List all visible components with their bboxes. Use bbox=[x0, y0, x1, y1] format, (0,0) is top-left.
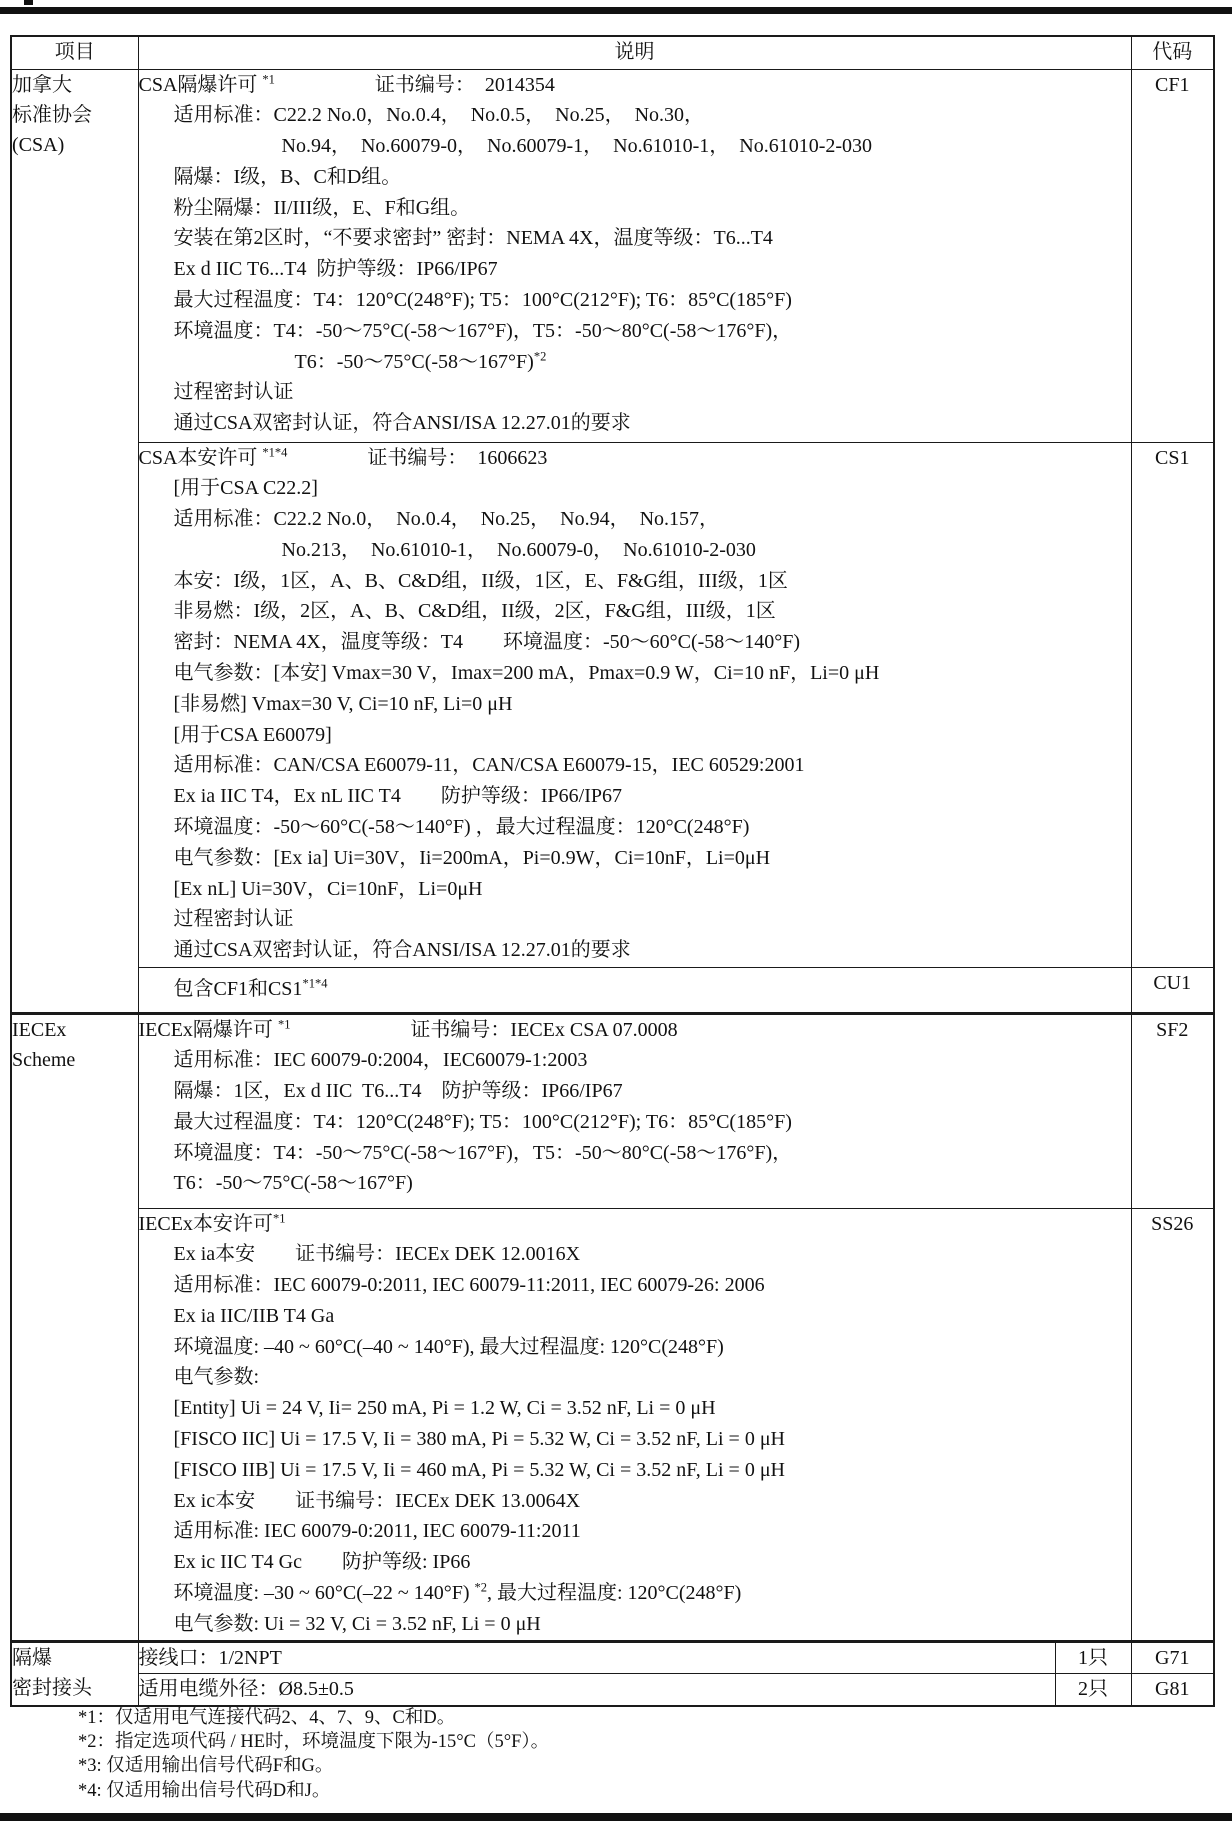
item-line: 密封接头 bbox=[12, 1676, 92, 1699]
footnote-marker: *1 bbox=[272, 1210, 286, 1225]
table-row bbox=[11, 1208, 1214, 1641]
footnote-line: *2：指定选项代码 / HE时，环境温度下限为-15°C（5°F）。 bbox=[78, 1732, 550, 1753]
description-cell bbox=[138, 967, 1131, 1013]
desc-line: 适用标准：IEC 60079-0:2004，IEC60079-1:2003 bbox=[173, 1049, 588, 1072]
desc-line: 隔爆：1区，Ex d IIC T6...T4 防护等级：IP66/IP67 bbox=[173, 1080, 623, 1103]
desc-line: No.213， No.61010-1， No.60079-0， No.61010-2-030 bbox=[281, 538, 756, 561]
item-line: 隔爆 bbox=[12, 1646, 52, 1669]
footnote-line: *1：仅适用电气连接代码2、4、7、9、C和D。 bbox=[78, 1708, 456, 1728]
desc-line: 电气参数：[Ex ia] Ui=30V，Ii=200mA，Pi=0.9W，Ci=10nF，Li=0μH bbox=[173, 846, 771, 869]
desc-line: [Ex nL] Ui=30V，Ci=10nF，Li=0μH bbox=[173, 877, 483, 900]
footnote-marker: *2 bbox=[474, 1580, 487, 1595]
desc-line: [Entity] Ui = 24 V, Ii= 250 mA, Pi = 1.2 W, Ci = 3.52 nF, Li = 0 μH bbox=[173, 1397, 716, 1420]
desc-line: Ex ic本安 证书编号：IECEx DEK 13.0064X bbox=[173, 1489, 581, 1512]
header-row bbox=[11, 36, 1214, 69]
code-cell: SS26 bbox=[1131, 1208, 1214, 1641]
desc-line: Ex ic IIC T4 Gc 防护等级: IP66 bbox=[173, 1551, 471, 1574]
code-cell: SF2 bbox=[1131, 1013, 1214, 1208]
desc-line: 密封：NEMA 4X，温度等级：T4 环境温度：-50～60°C(-58～140°F) bbox=[173, 631, 801, 654]
col-header-code: 代码 bbox=[1131, 36, 1214, 69]
item-cell bbox=[11, 1641, 138, 1706]
desc-line: 包含CF1和$CS1^{*1*4}$ bbox=[173, 976, 328, 1001]
item-cell bbox=[11, 69, 138, 1013]
desc-line: 电气参数: Ui = 32 V, Ci = 3.52 nF, Li = 0 μH bbox=[173, 1612, 541, 1635]
desc-line: [用于CSA E60079] bbox=[173, 723, 332, 746]
quantity-cell: 1只 bbox=[1055, 1643, 1131, 1674]
table-row bbox=[11, 442, 1214, 967]
desc-line: 适用标准：IEC 60079-0:2011, IEC 60079-11:2011, IEC 60079-26: 2006 bbox=[173, 1274, 765, 1297]
top-rule bbox=[0, 7, 1232, 14]
code-cell: CF1 bbox=[1131, 69, 1214, 442]
desc-line: 通过CSA双密封认证，符合ANSI/ISA 12.27.01的要求 bbox=[173, 412, 631, 435]
col-header-desc: 说明 bbox=[138, 36, 1131, 69]
description-cell bbox=[138, 1208, 1131, 1641]
desc-line: 电气参数: bbox=[173, 1366, 260, 1389]
bottom-rule bbox=[0, 1813, 1232, 1821]
description-cell bbox=[138, 1013, 1131, 1208]
table-row bbox=[11, 967, 1214, 1013]
description-cell bbox=[138, 1641, 1131, 1674]
item-line: (CSA) bbox=[12, 133, 65, 156]
col-header-item: 项目 bbox=[11, 36, 138, 69]
desc-line: 接线口：1/2NPT bbox=[138, 1646, 282, 1669]
desc-line: T6：-50～75°C(-58～167°F) bbox=[173, 1172, 413, 1195]
item-line: 标准协会 bbox=[12, 103, 92, 126]
footnote-line: *4: 仅适用输出信号代码D和J。 bbox=[78, 1780, 331, 1801]
desc-line: [非易燃] Vmax=30 V, Ci=10 nF, Li=0 μH bbox=[173, 692, 513, 715]
desc-line: 环境温度：-50～60°C(-58～140°F) ，最大过程温度：120°C(248°F) bbox=[173, 816, 750, 839]
item-line: IECEx bbox=[12, 1018, 67, 1041]
table-row bbox=[11, 69, 1214, 442]
desc-line: [FISCO IIC] Ui = 17.5 V, Ii = 380 mA, Pi = 5.32 W, Ci = 3.52 nF, Li = 0 μH bbox=[173, 1428, 786, 1451]
desc-line: 环境温度：T4：-50～75°C(-58～167°F)，T5：-50～80°C(-58～176°F)， bbox=[173, 1141, 793, 1164]
footnote-marker: *1*4 bbox=[262, 444, 288, 459]
footnote-marker: *2 bbox=[533, 349, 547, 364]
desc-line: 过程密封认证 bbox=[173, 381, 294, 404]
desc-line: 本安：I级，1区，A、B、C&D组，II级，1区，E、F&G组，III级，1区 bbox=[173, 569, 788, 592]
desc-line: 过程密封认证 bbox=[173, 908, 294, 931]
desc-line: 最大过程温度：T4：120°C(248°F); T5：100°C(212°F); T6：85°C(185°F) bbox=[173, 289, 792, 312]
item-line: 加拿大 bbox=[12, 73, 72, 96]
desc-line: Ex ia IIC T4，Ex nL IIC T4 防护等级：IP66/IP67 bbox=[173, 785, 622, 808]
item-cell bbox=[11, 1013, 138, 1641]
desc-line: 环境温度: –30 ~ 60°C(–22 ~ 140°F) $^{*2}$, 最大过程温度: 120°C(248°F) bbox=[173, 1580, 742, 1605]
desc-line: CSA本安许可 $^{*1*4}$ 证书编号： 1606623 bbox=[138, 444, 548, 469]
desc-line: 适用标准: IEC 60079-0:2011, IEC 60079-11:2011 bbox=[173, 1520, 581, 1543]
footnotes bbox=[78, 1706, 1178, 1803]
desc-line: 适用标准：CAN/CSA E60079-11，CAN/CSA E60079-15，IEC 60529:2001 bbox=[173, 754, 805, 777]
description-cell bbox=[138, 442, 1131, 967]
desc-line: T6：-50～75°C(-58～167°F)$^{*2}$ bbox=[294, 349, 547, 373]
desc-line: 隔爆：I级，B、C和D组。 bbox=[173, 165, 402, 188]
desc-line: [FISCO IIB] Ui = 17.5 V, Ii = 460 mA, Pi = 5.32 W, Ci = 3.52 nF, Li = 0 μH bbox=[173, 1458, 786, 1481]
desc-line: 环境温度：T4：-50～75°C(-58～167°F)，T5：-50～80°C(-58～176°F)， bbox=[173, 319, 793, 342]
description-cell bbox=[138, 69, 1131, 442]
table-row bbox=[11, 1641, 1214, 1674]
code-cell: CU1 bbox=[1131, 967, 1214, 1013]
desc-line: 安装在第2区时，“不要求密封” 密封：NEMA 4X，温度等级：T6...T4 bbox=[173, 227, 773, 250]
certification-table bbox=[10, 35, 1215, 1707]
desc-line: 适用标准：C22.2 No.0，No.0.4， No.0.5， No.25， No.30， bbox=[173, 104, 705, 127]
desc-line: 环境温度: –40 ~ 60°C(–40 ~ 140°F), 最大过程温度: 120°C(248°F) bbox=[173, 1335, 724, 1358]
code-cell: G81 bbox=[1131, 1674, 1214, 1706]
desc-line: 适用电缆外径：Ø8.5±0.5 bbox=[138, 1678, 354, 1701]
desc-line: 适用标准：C22.2 No.0， No.0.4， No.25， No.94， No.157， bbox=[173, 508, 720, 531]
desc-line: [用于CSA C22.2] bbox=[173, 477, 318, 500]
footnote-marker: *1 bbox=[262, 71, 275, 86]
footnote-marker: *1*4 bbox=[302, 976, 328, 991]
desc-line: CSA隔爆许可 $^{*1}$ 证书编号： 2014354 bbox=[138, 71, 555, 96]
desc-line: IECEx本安许可$^{*1}$ bbox=[138, 1210, 286, 1235]
desc-line: 电气参数：[本安] Vmax=30 V，Imax=200 mA，Pmax=0.9 W，Ci=10 nF，Li=0 μH bbox=[173, 662, 880, 685]
desc-line: 非易燃：I级，2区，A、B、C&D组，II级，2区，F&G组，III级，1区 bbox=[173, 600, 776, 623]
footnote-line: *3: 仅适用输出信号代码F和G。 bbox=[78, 1756, 334, 1777]
code-cell: G71 bbox=[1131, 1641, 1214, 1674]
desc-line: IECEx隔爆许可 $^{*1}$ 证书编号：IECEx CSA 07.0008 bbox=[138, 1016, 678, 1041]
desc-line: 最大过程温度：T4：120°C(248°F); T5：100°C(212°F); T6：85°C(185°F) bbox=[173, 1110, 792, 1133]
table-row bbox=[11, 1674, 1214, 1706]
table-row bbox=[11, 1013, 1214, 1208]
footnote-marker: *1 bbox=[277, 1016, 291, 1031]
code-cell: CS1 bbox=[1131, 442, 1214, 967]
desc-line: 通过CSA双密封认证，符合ANSI/ISA 12.27.01的要求 bbox=[173, 939, 631, 962]
desc-line: No.94， No.60079-0， No.60079-1， No.61010-1， No.61010-2-030 bbox=[281, 135, 873, 158]
quantity-cell: 2只 bbox=[1055, 1674, 1131, 1705]
desc-line: Ex ia IIC/IIB T4 Ga bbox=[173, 1304, 335, 1327]
desc-line: Ex ia本安 证书编号：IECEx DEK 12.0016X bbox=[173, 1243, 581, 1266]
desc-line: Ex d IIC T6...T4 防护等级：IP66/IP67 bbox=[173, 258, 498, 281]
description-cell bbox=[138, 1674, 1131, 1706]
desc-line: 粉尘隔爆：II/III级，E、F和G组。 bbox=[173, 196, 471, 219]
page-edge-mark bbox=[24, 0, 33, 5]
item-line: Scheme bbox=[12, 1048, 76, 1071]
